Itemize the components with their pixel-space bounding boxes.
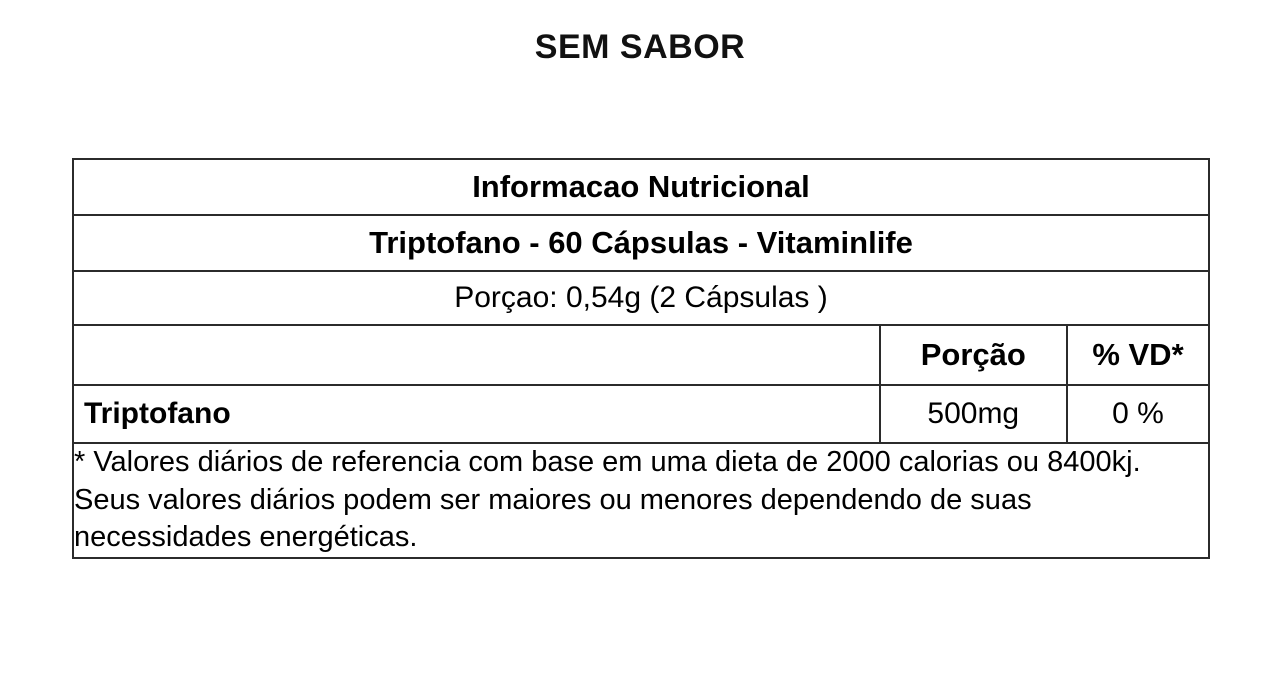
table-footnote-row xyxy=(73,443,1209,558)
nutrition-facts-table xyxy=(72,158,1210,559)
table-row xyxy=(73,385,1209,443)
footnote-text: * Valores diários de referencia com base em uma dieta de 2000 calorias ou 8400kj. Seus valores diários podem ser maiores ou menores dependendo de suas necessidades energéticas. xyxy=(74,446,1141,554)
page-title: SEM SABOR xyxy=(534,28,746,66)
table-serving-row xyxy=(73,271,1209,325)
nutrient-name: Triptofano xyxy=(73,385,880,443)
column-header-daily-value: % VD* xyxy=(1067,325,1209,385)
column-header-portion: Porção xyxy=(880,325,1067,385)
nutrient-portion-value: 500mg xyxy=(880,385,1067,443)
table-product-name: Triptofano - 60 Cápsulas - Vitaminlife xyxy=(73,215,1209,271)
nutrient-daily-value: 0 % xyxy=(1067,385,1209,443)
table-title-row xyxy=(73,159,1209,215)
column-header-blank xyxy=(73,325,880,385)
table-title: Informacao Nutricional xyxy=(73,159,1209,215)
table-header-row xyxy=(73,325,1209,385)
table-serving-size: Porçao: 0,54g (2 Cápsulas ) xyxy=(73,271,1209,325)
footnote-cell xyxy=(73,443,1209,558)
table-product-row xyxy=(73,215,1209,271)
